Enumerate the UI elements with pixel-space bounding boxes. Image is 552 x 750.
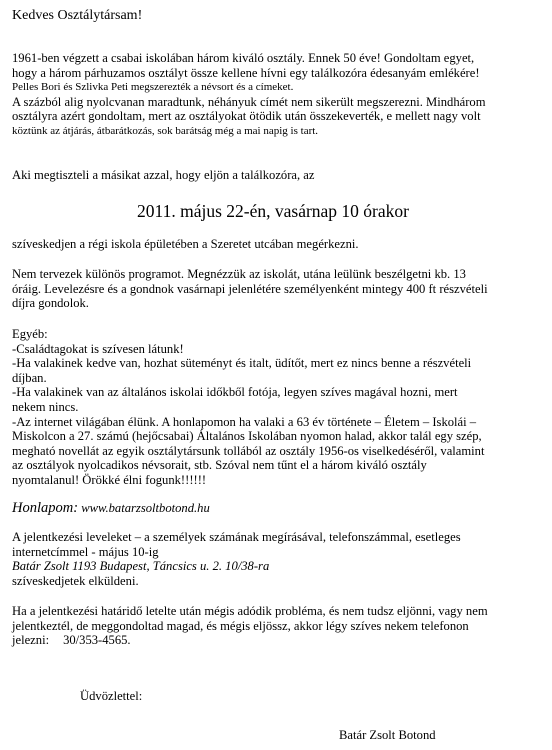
apply-line: internetcímmel - május 10-ig (12, 544, 159, 559)
intro-line: köztünk az átjárás, átbarátkozás, sok barátság még a mai napig is tart. (12, 124, 319, 137)
program-paragraph (12, 267, 534, 311)
misc-item: megható novellát az egyik osztálytársunk tollából az osztály 1956-os viselkedéséről, valamint (12, 443, 485, 458)
misc-item: -Az internet világában élünk. A honlapomon ha valaki a 63 év története – Életem – Iskolái – (12, 414, 477, 429)
misc-item: nyomtalanul! Örökké élni fogunk!!!!!! (12, 472, 207, 487)
greeting: Kedves Osztálytársam! (12, 8, 143, 23)
program-line: Nem tervezek különös programot. Megnézzük az iskolát, utána leülünk beszélgetni kb. 13 (12, 267, 466, 281)
intro-paragraph (12, 51, 534, 139)
problem-line: Ha a jelentkezési határidő letelte után mégis adódik probléma, és nem tudsz eljönni, vagy nem (12, 604, 488, 618)
postal-address: Batár Zsolt 1193 Budapest, Táncsics u. 2. 10/38-ra (12, 559, 270, 574)
closing: Üdvözlettel: (80, 689, 143, 703)
problem-line (12, 633, 534, 648)
apply-line: A jelentkezési leveleket – a személyek számának megírásával, telefonszámmal, esetleges (12, 530, 461, 544)
misc-item: -Ha valakinek van az általános iskolai időkből fotója, legyen szíves magával hozni, mert (12, 385, 458, 400)
homepage-label: Honlapom: (12, 500, 79, 516)
meeting-place: szíveskedjen a régi iskola épületében a Szeretet utcában megérkezni. (12, 237, 359, 251)
intro-line: 1961-ben végzett a csabai iskolában három kiváló osztály. Ennek 50 éve! Gondoltam egyet, (12, 51, 475, 65)
misc-heading: Egyéb: (12, 327, 48, 341)
intro-line: osztályra azért gondoltam, mert az osztályokat ötödik után összekeverték, e mellett nagy volt (12, 109, 481, 124)
misc-item: -Ha valakinek kedve van, hozhat süteményt és italt, üdítőt, mert ez nincs benne a részvételi (12, 356, 472, 371)
intro-line: Pelles Bori és Szlivka Peti megszerezték a névsort és a címeket. (12, 81, 294, 94)
problem-notify: jelezni: (12, 633, 50, 648)
misc-item: az osztályok nyolcadikos névsorait, stb. Szóval nem tűnt el a három kiváló osztály (12, 458, 427, 473)
misc-item: Miskolcon a 27. számú (hejőcsabai) Általános Iskolában nyomon halad, akkor talál egy szép, (12, 429, 482, 444)
apply-line: szíveskedjetek elküldeni. (12, 573, 139, 588)
intro-line: hogy a három párhuzamos osztályt össze kellene hívni egy találkozóra édesanyám emlékére! (12, 65, 480, 80)
letter-page (12, 0, 534, 750)
misc-item: -Családtagokat is szívesen látunk! (12, 341, 184, 356)
event-date: 2011. május 22-én, vasárnap 10 órakor (137, 201, 409, 221)
homepage-line (12, 501, 534, 516)
misc-item: nekem nincs. (12, 399, 79, 414)
apply-paragraph (12, 530, 534, 588)
homepage-url: www.batarzsoltbotond.hu (81, 501, 210, 515)
problem-line: jelentkeztél, de meggondoltad magad, és mégis eljössz, akkor légy szíves nekem telefonon (12, 618, 469, 633)
misc-item: díjban. (12, 370, 47, 385)
signature: Batár Zsolt Botond (339, 728, 436, 742)
problem-paragraph (12, 604, 534, 648)
phone-number: 30/353-4565. (63, 633, 131, 648)
program-line: díjra gondolok. (12, 296, 89, 311)
invite-text: Aki megtiszteli a másikat azzal, hogy eljön a találkozóra, az (12, 168, 315, 182)
misc-section (12, 327, 534, 488)
intro-line: A százból alig nyolcvanan maradtunk, néhányuk címét nem sikerült megszerezni. Mindhárom (12, 94, 486, 109)
program-line: óráig. Levelezésre és a gondnok vasárnapi jelenlétére személyenként mintegy 400 ft részvételi (12, 281, 488, 296)
